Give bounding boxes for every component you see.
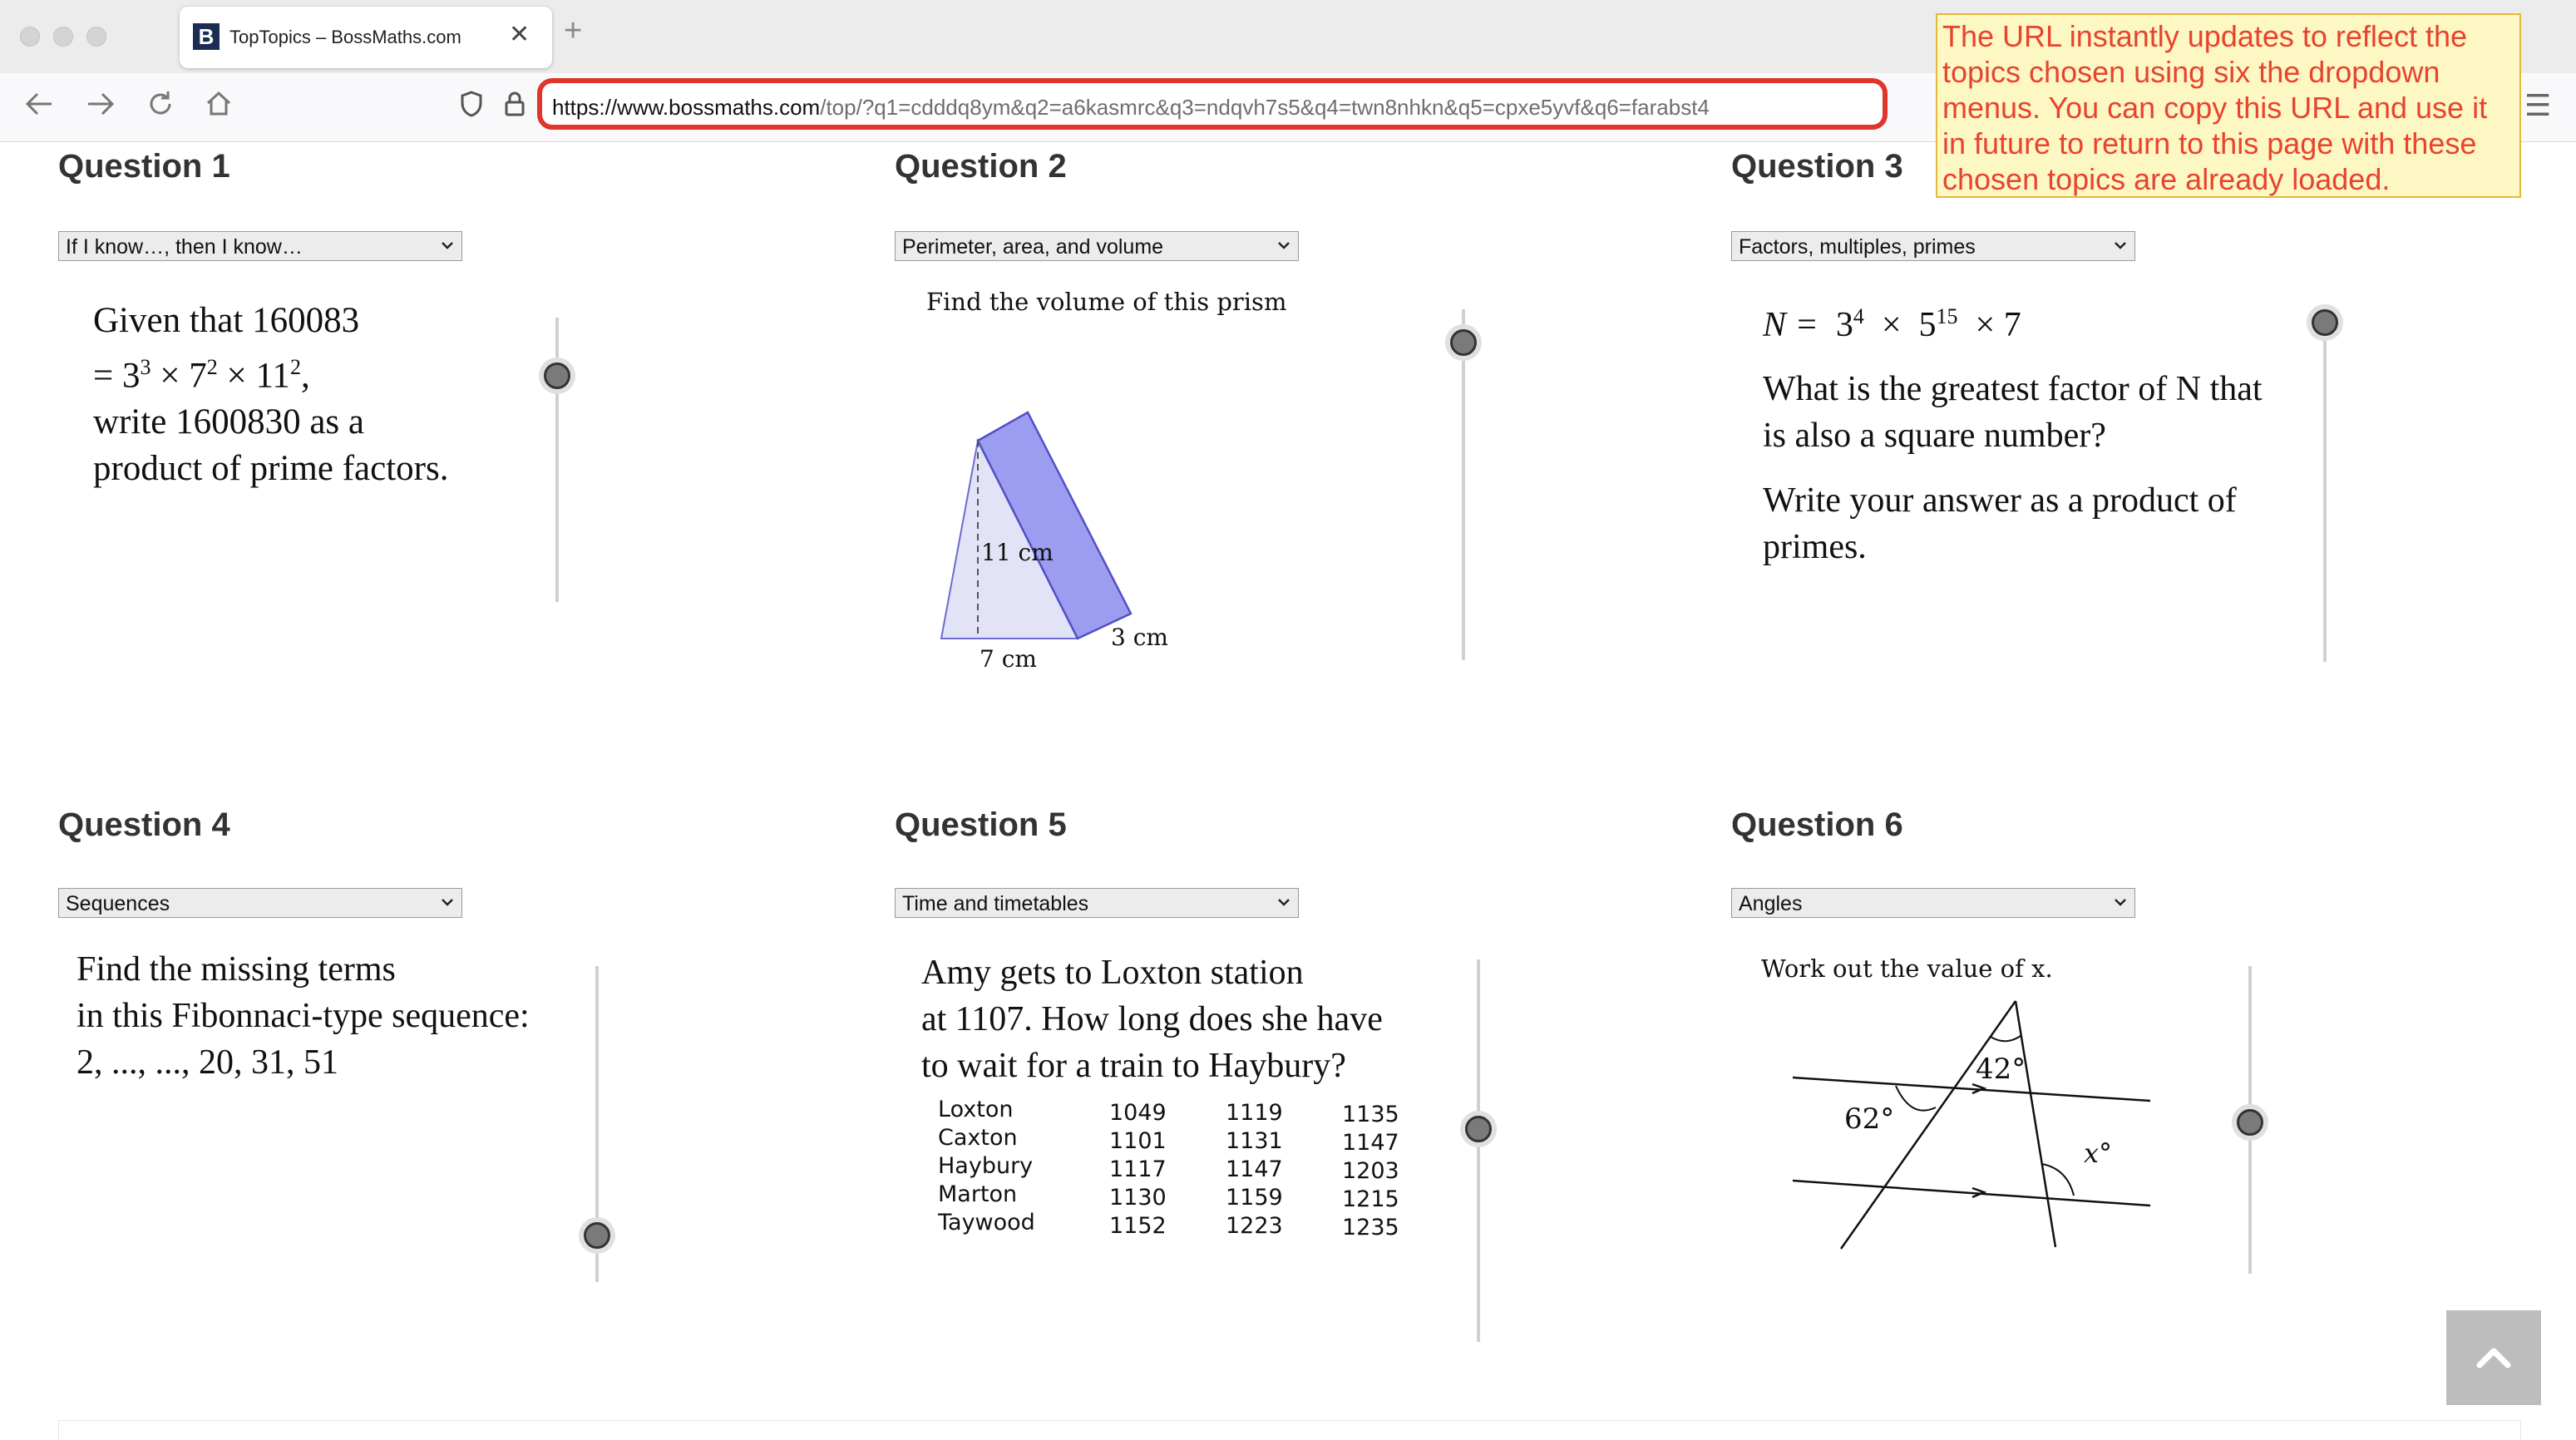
timetable-cell: 1135 — [1342, 1102, 1399, 1127]
chevron-down-icon — [2113, 235, 2128, 261]
q4-line-3: 2, ..., ..., 20, 31, 51 — [76, 1043, 338, 1082]
menu-icon[interactable]: ☰ — [2524, 88, 2552, 122]
question-5-text — [921, 949, 1383, 1089]
question-2-heading: Question 2 — [895, 148, 1067, 185]
timetable-cell: 1147 — [1342, 1130, 1399, 1156]
reload-icon[interactable] — [140, 83, 181, 125]
timetable-station: Haybury — [938, 1153, 1034, 1179]
forward-arrow-icon[interactable] — [80, 83, 121, 125]
timetable-column-1 — [1109, 1099, 1167, 1240]
chevron-down-icon — [440, 892, 455, 918]
q4-line-1: Find the missing terms — [76, 950, 396, 989]
prism-depth-label: 3 cm — [1111, 624, 1168, 651]
q5-line-2: at 1107. How long does she have — [921, 1000, 1383, 1038]
home-icon[interactable] — [198, 83, 239, 125]
timetable-column-2 — [1226, 1099, 1283, 1240]
chevron-down-icon — [1276, 892, 1291, 918]
question-2-topic-value: Perimeter, area, and volume — [902, 235, 1164, 259]
chevron-down-icon — [440, 235, 455, 261]
prism-base-label: 7 cm — [980, 645, 1037, 673]
question-3-scroll-track[interactable] — [2323, 304, 2327, 662]
tracking-shield-icon[interactable] — [451, 83, 492, 125]
q4-line-2: in this Fibonnaci-type sequence: — [76, 997, 530, 1035]
question-4-topic-value: Sequences — [66, 892, 170, 915]
back-to-top-button[interactable] — [2446, 1310, 2541, 1405]
timetable-station: Loxton — [938, 1097, 1014, 1122]
close-tab-icon[interactable]: ✕ — [509, 21, 530, 48]
timetable-cell: 1159 — [1226, 1185, 1283, 1211]
url-explanation-callout: The URL instantly updates to reflect the topics chosen using six the dropdown menus. You can copy this URL and use it in future to return to this page with these chosen topics are already loaded. — [1936, 13, 2521, 198]
timetable-cell: 1119 — [1226, 1100, 1283, 1126]
question-6-topic-value: Angles — [1739, 892, 1803, 915]
timetable-cell: 1152 — [1109, 1213, 1167, 1239]
question-1-topic-select[interactable] — [58, 231, 462, 261]
tab-title: TopTopics – BossMaths.com — [229, 27, 461, 47]
question-1-scroll-track[interactable] — [555, 318, 559, 602]
question-1-text — [93, 298, 448, 492]
timetable-stations — [938, 1096, 1035, 1237]
chevron-down-icon — [1276, 235, 1291, 261]
question-2-topic-select[interactable] — [895, 231, 1299, 261]
question-3-scroll-handle[interactable] — [2312, 309, 2338, 336]
question-3-equation: $N = 3^4 \times 5^{15} \times 7$ — [1763, 304, 2021, 344]
lock-icon[interactable] — [494, 83, 535, 125]
timetable-cell: 1130 — [1109, 1185, 1167, 1211]
timetable-column-3 — [1342, 1101, 1399, 1242]
q1-line-2: = $3^3 \times 7^2 \times 11^2$, — [93, 355, 310, 396]
question-6-heading: Question 6 — [1731, 806, 1903, 843]
timetable-station: Marton — [938, 1181, 1018, 1207]
browser-tab[interactable] — [180, 7, 552, 68]
angle-label-62: 62° — [1844, 1102, 1895, 1136]
question-6-prompt: Work out the value of x. — [1761, 954, 2053, 983]
question-5-heading: Question 5 — [895, 806, 1067, 843]
chevron-up-icon — [2446, 1310, 2541, 1405]
minimize-window-button[interactable] — [53, 27, 73, 47]
timetable-cell: 1101 — [1109, 1128, 1167, 1154]
question-3-heading: Question 3 — [1731, 148, 1903, 185]
question-6-scroll-handle[interactable] — [2237, 1109, 2263, 1136]
question-4-text — [76, 946, 530, 1086]
question-4-heading: Question 4 — [58, 806, 230, 843]
q1-line-4: product of prime factors. — [93, 449, 449, 489]
question-1-heading: Question 1 — [58, 148, 230, 185]
close-window-button[interactable] — [20, 27, 40, 47]
timetable-cell: 1235 — [1342, 1215, 1399, 1240]
url-domain: https://www.bossmaths.com — [552, 95, 821, 120]
timetable-cell: 1117 — [1109, 1156, 1167, 1182]
url-bar[interactable] — [537, 78, 1888, 130]
q5-line-1: Amy gets to Loxton station — [921, 954, 1304, 992]
angle-label-42: 42° — [1976, 1053, 2026, 1086]
question-5-topic-select[interactable] — [895, 888, 1299, 918]
question-5-scroll-track[interactable] — [1477, 959, 1480, 1342]
question-6-topic-select[interactable] — [1731, 888, 2135, 918]
question-2-scroll-handle[interactable] — [1450, 329, 1477, 356]
timetable-station: Caxton — [938, 1125, 1018, 1151]
q5-line-3: to wait for a train to Haybury? — [921, 1047, 1346, 1085]
timetable-cell: 1223 — [1226, 1213, 1283, 1239]
url-path: /top/?q1=cdddq8ym&q2=a6kasmrc&q3=ndqvh7s5&q4=twn8nhkn&q5=cpxe5yvf&q6=farabst4 — [820, 95, 1710, 120]
chevron-down-icon — [2113, 892, 2128, 918]
question-3-paragraph-1: What is the greatest factor of N that is also a square number? — [1763, 370, 2263, 455]
angle-label-x: x° — [2084, 1137, 2113, 1169]
timetable-cell: 1215 — [1342, 1186, 1399, 1212]
question-2-prompt: Find the volume of this prism — [926, 288, 1287, 316]
q1-line-1: Given that 160083 — [93, 301, 360, 340]
timetable-cell: 1147 — [1226, 1156, 1283, 1182]
timetable-cell: 1203 — [1342, 1158, 1399, 1184]
footer-divider — [58, 1420, 2521, 1440]
question-3-topic-select[interactable] — [1731, 231, 2135, 261]
zoom-window-button[interactable] — [86, 27, 106, 47]
question-3-topic-value: Factors, multiples, primes — [1739, 235, 1976, 259]
question-4-scroll-handle[interactable] — [584, 1222, 610, 1249]
question-1-scroll-handle[interactable] — [544, 362, 570, 389]
bossmaths-favicon: B — [193, 23, 220, 50]
question-2-scroll-track[interactable] — [1462, 309, 1465, 660]
prism-height-label: 11 cm — [981, 539, 1054, 566]
question-1-topic-value: If I know…, then I know… — [66, 235, 303, 259]
q1-line-3: write 1600830 as a — [93, 402, 365, 442]
question-3-paragraph-2: Write your answer as a product of primes. — [1763, 481, 2237, 566]
timetable-cell: 1131 — [1226, 1128, 1283, 1154]
question-4-topic-select[interactable] — [58, 888, 462, 918]
timetable-cell: 1049 — [1109, 1100, 1167, 1126]
question-5-topic-value: Time and timetables — [902, 892, 1089, 915]
question-5-scroll-handle[interactable] — [1465, 1116, 1492, 1142]
timetable-station: Taywood — [938, 1210, 1035, 1235]
new-tab-icon[interactable]: + — [564, 13, 583, 48]
url-text[interactable] — [552, 95, 1710, 121]
back-arrow-icon[interactable] — [18, 83, 60, 125]
